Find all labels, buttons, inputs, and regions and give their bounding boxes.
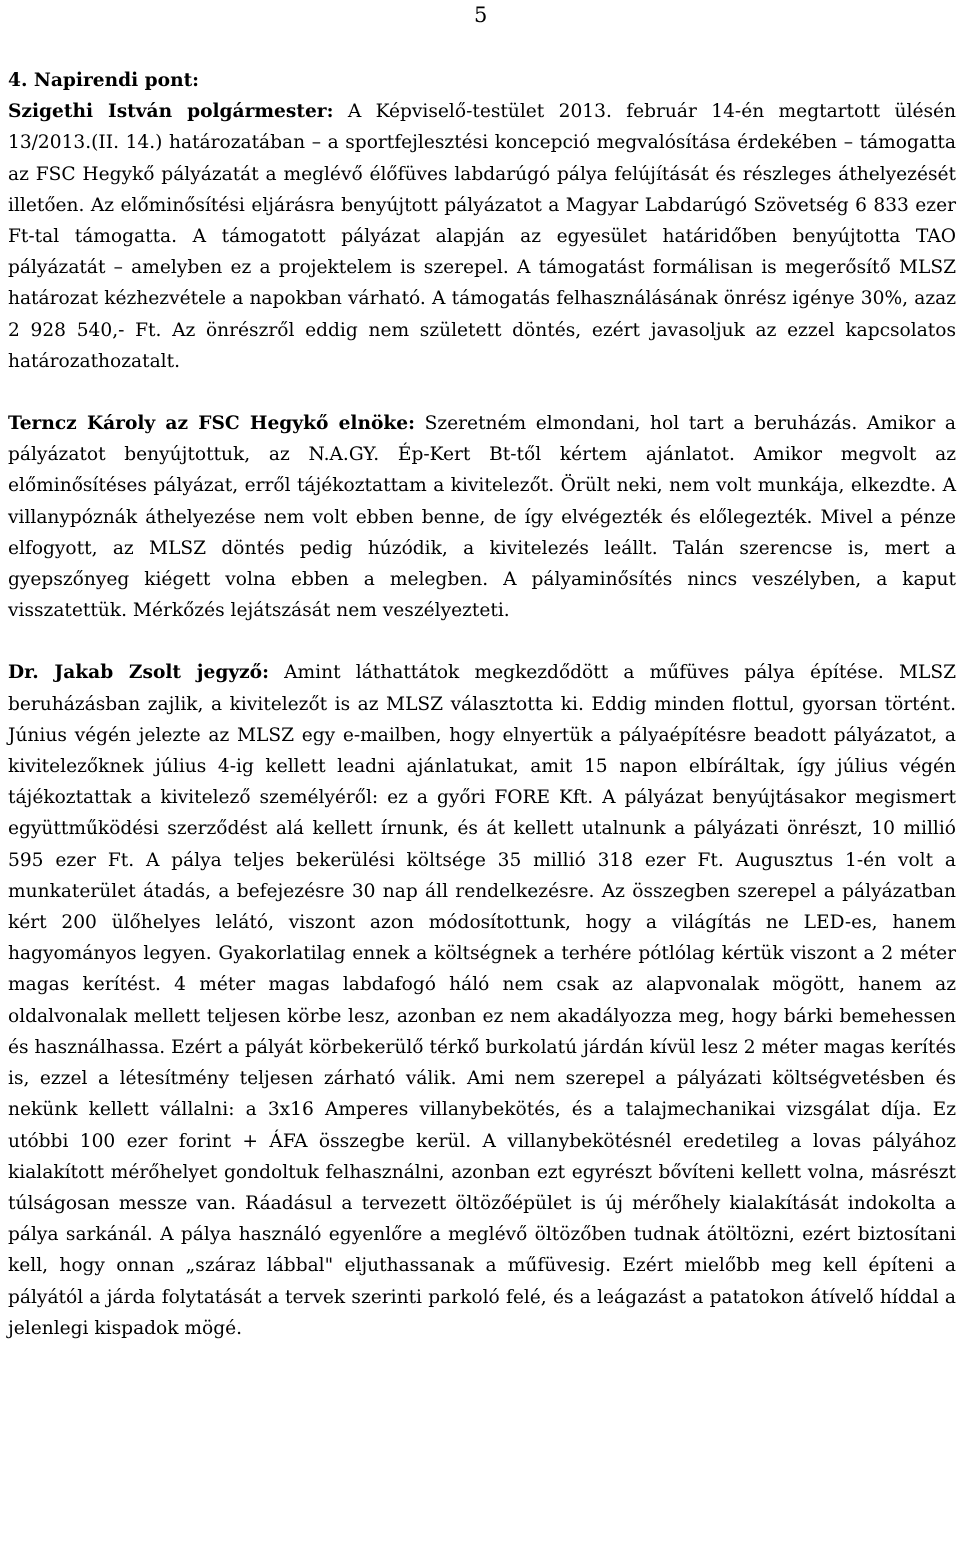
document-body <box>8 65 956 1344</box>
paragraph-club-president <box>8 408 956 626</box>
agenda-item-heading: 4. Napirendi pont: <box>8 70 200 91</box>
paragraph-mayor <box>8 96 956 377</box>
paragraph-text: Szeretném elmondani, hol tart a beruházás. Amikor a pályázatot benyújtottuk, az N.A.GY. Ép-Kert Bt-től kértem ajánlatot. Amikor megvolt az előminősítéses pályázat, erről tájékoztattam a kivitelezőt. Örült neki, nem volt munkája, elkezdte. A villanypóznák áthelyezése nem volt ebben benne, de így elvégezték és előlegezték. Mivel a pénze elfogyott, az MLSZ döntés pedig húzódik, a kivitelezés leállt. Talán szerencse is, mert a gyepszőnyeg kiégett volna ebben a melegben. A pályaminősítés nincs veszélyben, a kaput visszatettük. Mérkőzés lejátszását nem veszélyezteti. <box>8 413 956 622</box>
page-number: 5 <box>474 3 488 27</box>
speaker-name: Dr. Jakab Zsolt jegyző: <box>8 662 269 684</box>
paragraph-notary <box>8 657 956 1343</box>
paragraph-text: Amint láthattátok megkezdődött a műfüves pálya építése. MLSZ beruházásban zajlik, a kivitelezőt is az MLSZ választotta ki. Eddig minden flottul, gyorsan történt. Június végén jelezte az MLSZ egy e-mailben, hogy elnyertük a pályaépítésre beadott pályázatot, a kivitelezőknek július 4-ig kellett leadni ajánlatukat, amit 15 napon elbíráltak, így július végén tájékoztattak a kivitelező személyéről: ez a győri FORE Kft. A pályázat benyújtásakor megismert együttműködési szerződést alá kellett írnunk, és át kellett utalnunk a pályázati önrészt, 10 millió 595 ezer Ft. A pálya teljes bekerülési költsége 35 millió 318 ezer Ft. Augusztus 1-én volt a munkaterület átadás, a befejezésre 30 nap áll rendelkezésre. Az összegben szerepel a pályázatban kért 200 ülőhelyes lelátó, viszont azon módosítottunk, hogy a világítás ne LED-es, hanem hagyományos legyen. Gyakorlatilag ennek a költségnek a terhére pótlólag kértük viszont a 2 méter magas kerítést. 4 méter magas labdafogó háló nem csak az alapvonalak mögött, hanem az oldalvonalak mellett teljesen körbe lesz, azonban ez nem akadályozza meg, hogy bárki bemehessen és használhassa. Ezért a pályát körbekerülő térkő burkolatú járdán kívül lesz 2 méter magas kerítés is, ezzel a létesítmény teljesen zárható válik. Ami nem szerepel a pályázati költségvetésben és nekünk kellett vállalni: a 3x16 Amperes villanybekötés, és a talajmechanikai vizsgálat díja. Ez utóbbi 100 ezer forint + ÁFA összegbe kerül. A villanybekötésnél eredetileg a lovas pályához kialakított mérőhelyet gondoltuk felhasználni, azonban ezt egyrészt bővíteni kellett volna, másrészt túlságosan messze van. Ráadásul a tervezett öltözőépület is új mérőhely kialakítását indokolta a pálya sarkánál. A pálya használó egyenlőre a meglévő öltözőben tudnak átöltözni, ezért biztosítani kell, hogy onnan „száraz lábbal" eljuthassanak a műfüvesig. Ezért mielőbb meg kell építeni a pályától a járda folytatását a tervek szerinti parkoló felé, és a leágazást a patatokon átívelő híddal a jelenlegi kispadok mögé. <box>8 662 956 1339</box>
paragraph-text: A Képviselő-testület 2013. február 14-én megtartott ülésén 13/2013.(II. 14.) határozatában – a sportfejlesztési koncepció megvalósítása érdekében – támogatta az FSC Hegykő pályázatát a meglévő élőfüves labdarúgó pálya felújítását és részleges áthelyezését illetően. Az előminősítési eljárásra benyújtott pályázatot a Magyar Labdarúgó Szövetség 6 833 ezer Ft-tal támogatta. A támogatott pályázat alapján az egyesület határidőben benyújtotta TAO pályázatát – amelyben ez a projektelem is szerepel. A támogatást formálisan is megerősítő MLSZ határozat kézhezvétele a napokban várható. A támogatás felhasználásának önrész igénye 30%, azaz 2 928 540,- Ft. Az önrészről eddig nem született döntés, ezért javasoljuk az ezzel kapcsolatos határozathozatalt. <box>8 101 956 372</box>
speaker-name: Szigethi István polgármester: <box>8 101 334 123</box>
speaker-name: Terncz Károly az FSC Hegykő elnöke: <box>8 413 415 435</box>
